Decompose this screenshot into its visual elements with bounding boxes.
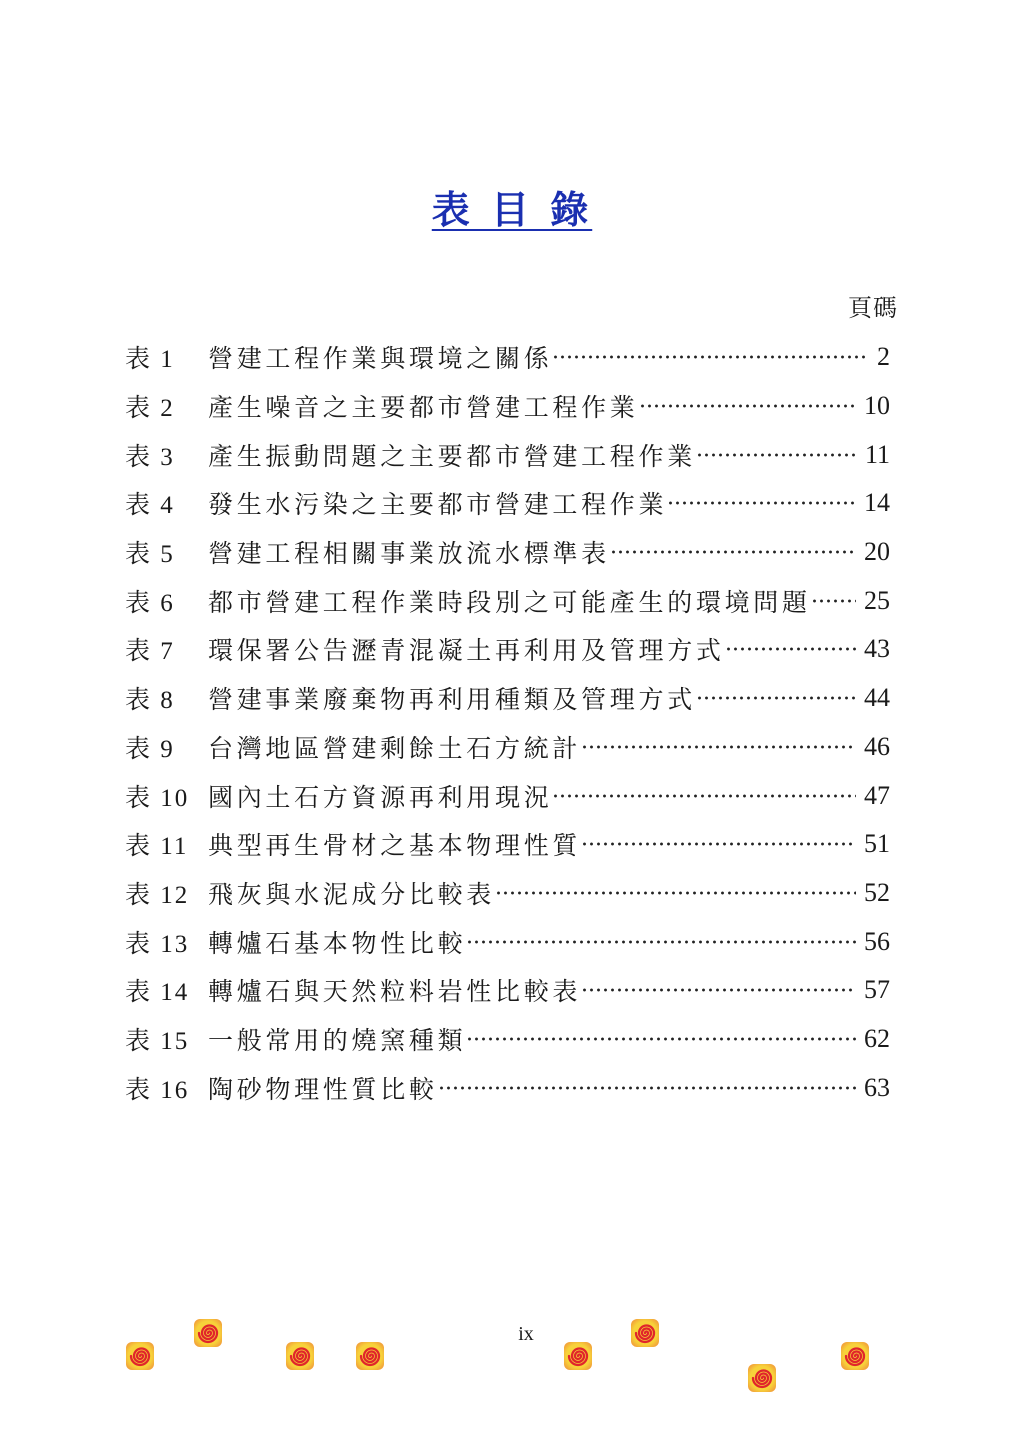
toc-entry: [125, 1015, 890, 1064]
table-title: 國內土石方資源再利用現況: [208, 784, 553, 812]
table-title: 環保署公告瀝青混凝土再利用及管理方式: [208, 638, 725, 666]
table-title: 一般常用的燒窯種類: [208, 1027, 467, 1055]
dot-leader: [581, 987, 856, 993]
toc-entry: [125, 528, 890, 577]
toc-entry: [125, 917, 890, 966]
spiral-icon: [125, 1341, 155, 1371]
page-number: 52: [864, 877, 890, 907]
table-title: 營建工程作業與環境之關係: [208, 346, 553, 374]
toc-entry: [125, 430, 890, 479]
toc-entry: [125, 869, 890, 918]
page-number: 14: [864, 488, 890, 518]
dot-leader: [466, 939, 856, 945]
page-number: 10: [864, 391, 890, 421]
table-number: 表 10: [125, 784, 190, 812]
dot-leader: [667, 500, 856, 506]
table-title: 飛灰與水泥成分比較表: [208, 881, 496, 909]
spiral-icon: [747, 1363, 777, 1393]
table-number: 表 3: [125, 443, 175, 471]
page-number: 11: [864, 439, 890, 469]
table-number: 表 1: [125, 346, 175, 374]
table-title: 營建工程相關事業放流水標準表: [208, 541, 610, 569]
dot-leader: [552, 793, 856, 799]
toc-entry: [125, 771, 890, 820]
table-number: 表 9: [125, 735, 175, 763]
table-title: 產生振動問題之主要都市營建工程作業: [208, 443, 696, 471]
page-number: 63: [864, 1072, 890, 1102]
table-of-contents-list: [125, 333, 890, 1112]
table-number: 表 11: [125, 833, 189, 861]
spiral-icon: [630, 1318, 660, 1348]
dot-leader: [725, 646, 856, 652]
page-number: 51: [864, 829, 890, 859]
table-title: 台灣地區營建剩餘土石方統計: [208, 735, 582, 763]
table-number: 表 14: [125, 979, 190, 1007]
spiral-icon: [193, 1318, 223, 1348]
toc-entry: [125, 723, 890, 772]
table-number: 表 12: [125, 881, 190, 909]
table-number: 表 4: [125, 492, 175, 520]
page-number: 46: [864, 731, 890, 761]
table-title: 轉爐石基本物性比較: [208, 930, 467, 958]
table-title: 典型再生骨材之基本物理性質: [208, 833, 582, 861]
page-number: 2: [877, 342, 890, 372]
toc-entry: [125, 479, 890, 528]
page-title: 表 目 錄: [431, 188, 593, 232]
dot-leader: [811, 598, 856, 604]
page-number: 57: [864, 975, 890, 1005]
table-title: 產生噪音之主要都市營建工程作業: [208, 395, 639, 423]
table-number: 表 6: [125, 589, 175, 617]
toc-entry: [125, 625, 890, 674]
footer-page-number: ix: [518, 1323, 534, 1345]
dot-leader: [581, 841, 856, 847]
toc-entry: [125, 674, 890, 723]
spiral-icon: [285, 1341, 315, 1371]
table-title: 發生水污染之主要都市營建工程作業: [208, 492, 668, 520]
table-title: 營建事業廢棄物再利用種類及管理方式: [208, 687, 696, 715]
toc-entry: [125, 1063, 890, 1112]
table-number: 表 15: [125, 1027, 190, 1055]
spiral-icon: [840, 1341, 870, 1371]
dot-leader: [495, 890, 856, 896]
table-title: 陶砂物理性質比較: [208, 1076, 438, 1104]
spiral-icon: [355, 1341, 385, 1371]
page-column-header: 頁碼: [848, 296, 898, 322]
dot-leader: [639, 403, 856, 409]
toc-entry: [125, 966, 890, 1015]
toc-entry: [125, 382, 890, 431]
page-number: 44: [864, 683, 890, 713]
dot-leader: [438, 1085, 856, 1091]
dot-leader: [610, 549, 856, 555]
table-number: 表 16: [125, 1076, 190, 1104]
toc-entry: [125, 820, 890, 869]
table-title: 都市營建工程作業時段別之可能產生的環境問題: [208, 589, 811, 617]
page-number: 62: [864, 1023, 890, 1053]
toc-entry: [125, 333, 890, 382]
page-number: 25: [864, 585, 890, 615]
page-number: 20: [864, 537, 890, 567]
toc-entry: [125, 576, 890, 625]
dot-leader: [552, 354, 869, 360]
table-number: 表 5: [125, 541, 175, 569]
dot-leader: [466, 1036, 856, 1042]
table-number: 表 7: [125, 638, 175, 666]
table-number: 表 8: [125, 687, 175, 715]
table-title: 轉爐石與天然粒料岩性比較表: [208, 979, 582, 1007]
spiral-icon: [563, 1341, 593, 1371]
dot-leader: [696, 452, 857, 458]
page-number: 56: [864, 926, 890, 956]
table-number: 表 2: [125, 395, 175, 423]
page-number: 43: [864, 634, 890, 664]
table-number: 表 13: [125, 930, 190, 958]
dot-leader: [696, 695, 856, 701]
dot-leader: [581, 744, 856, 750]
page-number: 47: [864, 780, 890, 810]
